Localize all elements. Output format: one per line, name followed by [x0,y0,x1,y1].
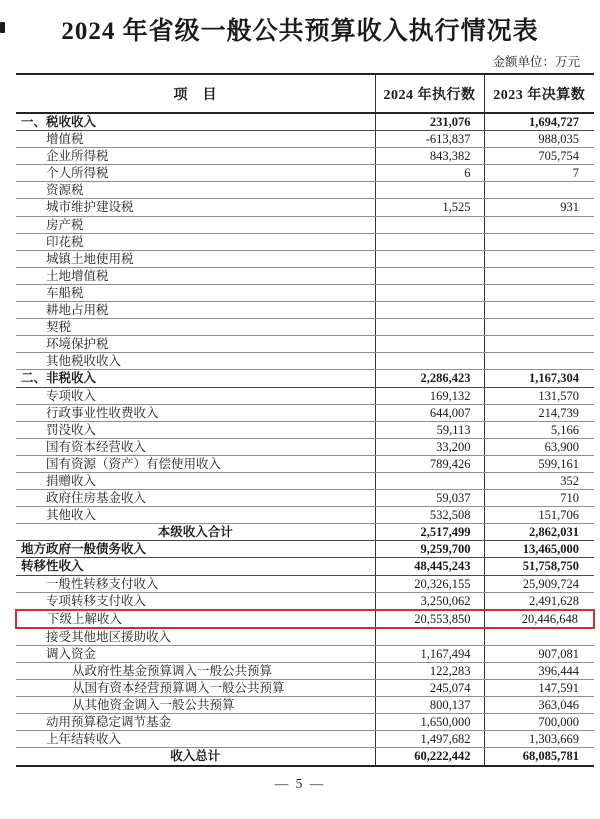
value-2023: 1,303,669 [484,731,594,748]
row-label: 从政府性基金预算调入一般公共预算 [16,663,375,680]
table-row [16,284,594,301]
table-row [16,131,594,148]
value-2023: 705,754 [484,148,594,165]
value-2024: 789,426 [375,455,484,472]
table-row [16,558,594,575]
value-2023: 907,081 [484,645,594,662]
row-label: 专项收入 [16,387,375,404]
row-label: 其他收入 [16,507,375,524]
table-row [16,680,594,697]
table-row [16,199,594,216]
table-row [16,353,594,370]
value-2023 [484,302,594,319]
row-label: 调入资金 [16,645,375,662]
value-2023: 131,570 [484,387,594,404]
value-2023 [484,233,594,250]
value-2023: 363,046 [484,697,594,714]
value-2024: 9,259,700 [375,541,484,558]
row-label: 二、非税收入 [16,370,375,387]
row-label: 国有资源（资产）有偿使用收入 [16,455,375,472]
row-label: 一般性转移支付收入 [16,575,375,592]
table-row [16,165,594,182]
page-number: — 5 — [274,775,326,791]
value-2024 [375,336,484,353]
value-2023 [484,182,594,199]
value-2023: 352 [484,472,594,489]
table-row [16,490,594,507]
table-row [16,387,594,404]
value-2023: 1,694,727 [484,113,594,131]
budget-table [15,73,595,767]
table-row [16,472,594,489]
value-2024: 20,553,850 [375,610,484,628]
table-row [16,697,594,714]
value-2024: -613,837 [375,131,484,148]
row-label: 城市维护建设税 [16,199,375,216]
row-label: 个人所得税 [16,165,375,182]
value-2024 [375,628,484,646]
row-label: 车船税 [16,284,375,301]
value-2024: 843,382 [375,148,484,165]
value-2024 [375,250,484,267]
value-2023 [484,336,594,353]
value-2023: 1,167,304 [484,370,594,387]
value-2023: 700,000 [484,714,594,731]
value-2023: 13,465,000 [484,541,594,558]
table-row [16,592,594,610]
row-label: 收入总计 [16,748,375,766]
table-row [16,233,594,250]
table-row [16,319,594,336]
column-header-item: 项 目 [16,74,375,113]
column-header-2023-final: 2023 年决算数 [484,74,594,113]
value-2024: 231,076 [375,113,484,131]
row-label: 本级收入合计 [16,524,375,541]
value-2024: 3,250,062 [375,592,484,610]
row-label: 专项转移支付收入 [16,592,375,610]
table-row [16,645,594,662]
value-2023 [484,267,594,284]
row-label: 上年结转收入 [16,731,375,748]
value-2024: 6 [375,165,484,182]
table-row [16,113,594,131]
row-label: 动用预算稳定调节基金 [16,714,375,731]
row-label: 一、税收收入 [16,113,375,131]
value-2024: 800,137 [375,697,484,714]
value-2024: 245,074 [375,680,484,697]
value-2023: 151,706 [484,507,594,524]
value-2023: 68,085,781 [484,748,594,766]
value-2024: 1,525 [375,199,484,216]
value-2023: 63,900 [484,438,594,455]
value-2023: 988,035 [484,131,594,148]
table-row [16,524,594,541]
row-label: 捐赠收入 [16,472,375,489]
table-row [16,628,594,646]
row-label: 从国有资本经营预算调入一般公共预算 [16,680,375,697]
value-2024: 169,132 [375,387,484,404]
row-label: 罚没收入 [16,421,375,438]
row-label: 地方政府一般债务收入 [16,541,375,558]
table-row [16,404,594,421]
value-2023 [484,319,594,336]
table-row [16,507,594,524]
row-label: 耕地占用税 [16,302,375,319]
value-2023: 51,758,750 [484,558,594,575]
table-row [16,455,594,472]
value-2023 [484,353,594,370]
value-2023: 5,166 [484,421,594,438]
unit-note: 金额单位：万元 [492,55,580,69]
table-row [16,541,594,558]
value-2023 [484,284,594,301]
value-2024: 2,286,423 [375,370,484,387]
table-row [16,370,594,387]
value-2024 [375,284,484,301]
table-row-highlighted [16,610,594,628]
table-row [16,714,594,731]
table-row [16,336,594,353]
value-2024: 1,497,682 [375,731,484,748]
value-2024 [375,216,484,233]
value-2024: 60,222,442 [375,748,484,766]
value-2024: 1,167,494 [375,645,484,662]
value-2024 [375,267,484,284]
row-label: 契税 [16,319,375,336]
value-2024 [375,182,484,199]
row-label: 政府住房基金收入 [16,490,375,507]
column-header-2024-executed: 2024 年执行数 [375,74,484,113]
row-label: 资源税 [16,182,375,199]
scan-artifact [0,22,5,33]
value-2023: 25,909,724 [484,575,594,592]
table-row [16,148,594,165]
value-2023: 214,739 [484,404,594,421]
row-label: 下级上解收入 [16,610,375,628]
table-row [16,267,594,284]
row-label: 行政事业性收费收入 [16,404,375,421]
table-row [16,748,594,766]
table-row [16,216,594,233]
value-2024 [375,319,484,336]
row-label: 环境保护税 [16,336,375,353]
value-2024: 532,508 [375,507,484,524]
row-label: 增值税 [16,131,375,148]
row-label: 接受其他地区援助收入 [16,628,375,646]
value-2024 [375,302,484,319]
value-2024 [375,233,484,250]
row-label: 城镇土地使用税 [16,250,375,267]
row-label: 转移性收入 [16,558,375,575]
value-2024 [375,353,484,370]
value-2024: 20,326,155 [375,575,484,592]
row-label: 国有资本经营收入 [16,438,375,455]
value-2023: 147,591 [484,680,594,697]
value-2024 [375,472,484,489]
table-row [16,182,594,199]
table-row [16,250,594,267]
value-2024: 48,445,243 [375,558,484,575]
value-2023: 2,862,031 [484,524,594,541]
value-2023 [484,628,594,646]
value-2023: 7 [484,165,594,182]
row-label: 房产税 [16,216,375,233]
value-2024: 59,113 [375,421,484,438]
value-2024: 59,037 [375,490,484,507]
table-row [16,421,594,438]
table-row [16,438,594,455]
value-2023: 599,161 [484,455,594,472]
row-label: 从其他资金调入一般公共预算 [16,697,375,714]
table-row [16,663,594,680]
value-2024: 2,517,499 [375,524,484,541]
value-2024: 1,650,000 [375,714,484,731]
value-2024: 33,200 [375,438,484,455]
value-2023 [484,216,594,233]
value-2023: 20,446,648 [484,610,594,628]
row-label: 土地增值税 [16,267,375,284]
value-2023: 2,491,628 [484,592,594,610]
value-2023: 396,444 [484,663,594,680]
row-label: 企业所得税 [16,148,375,165]
table-row [16,302,594,319]
page-title: 2024 年省级一般公共预算收入执行情况表 [61,18,539,45]
value-2023: 710 [484,490,594,507]
value-2024: 122,283 [375,663,484,680]
row-label: 印花税 [16,233,375,250]
row-label: 其他税收收入 [16,353,375,370]
value-2024: 644,007 [375,404,484,421]
table-header-row [16,74,594,113]
table-body [16,113,594,766]
table-row [16,731,594,748]
value-2023 [484,250,594,267]
value-2023: 931 [484,199,594,216]
table-row [16,575,594,592]
